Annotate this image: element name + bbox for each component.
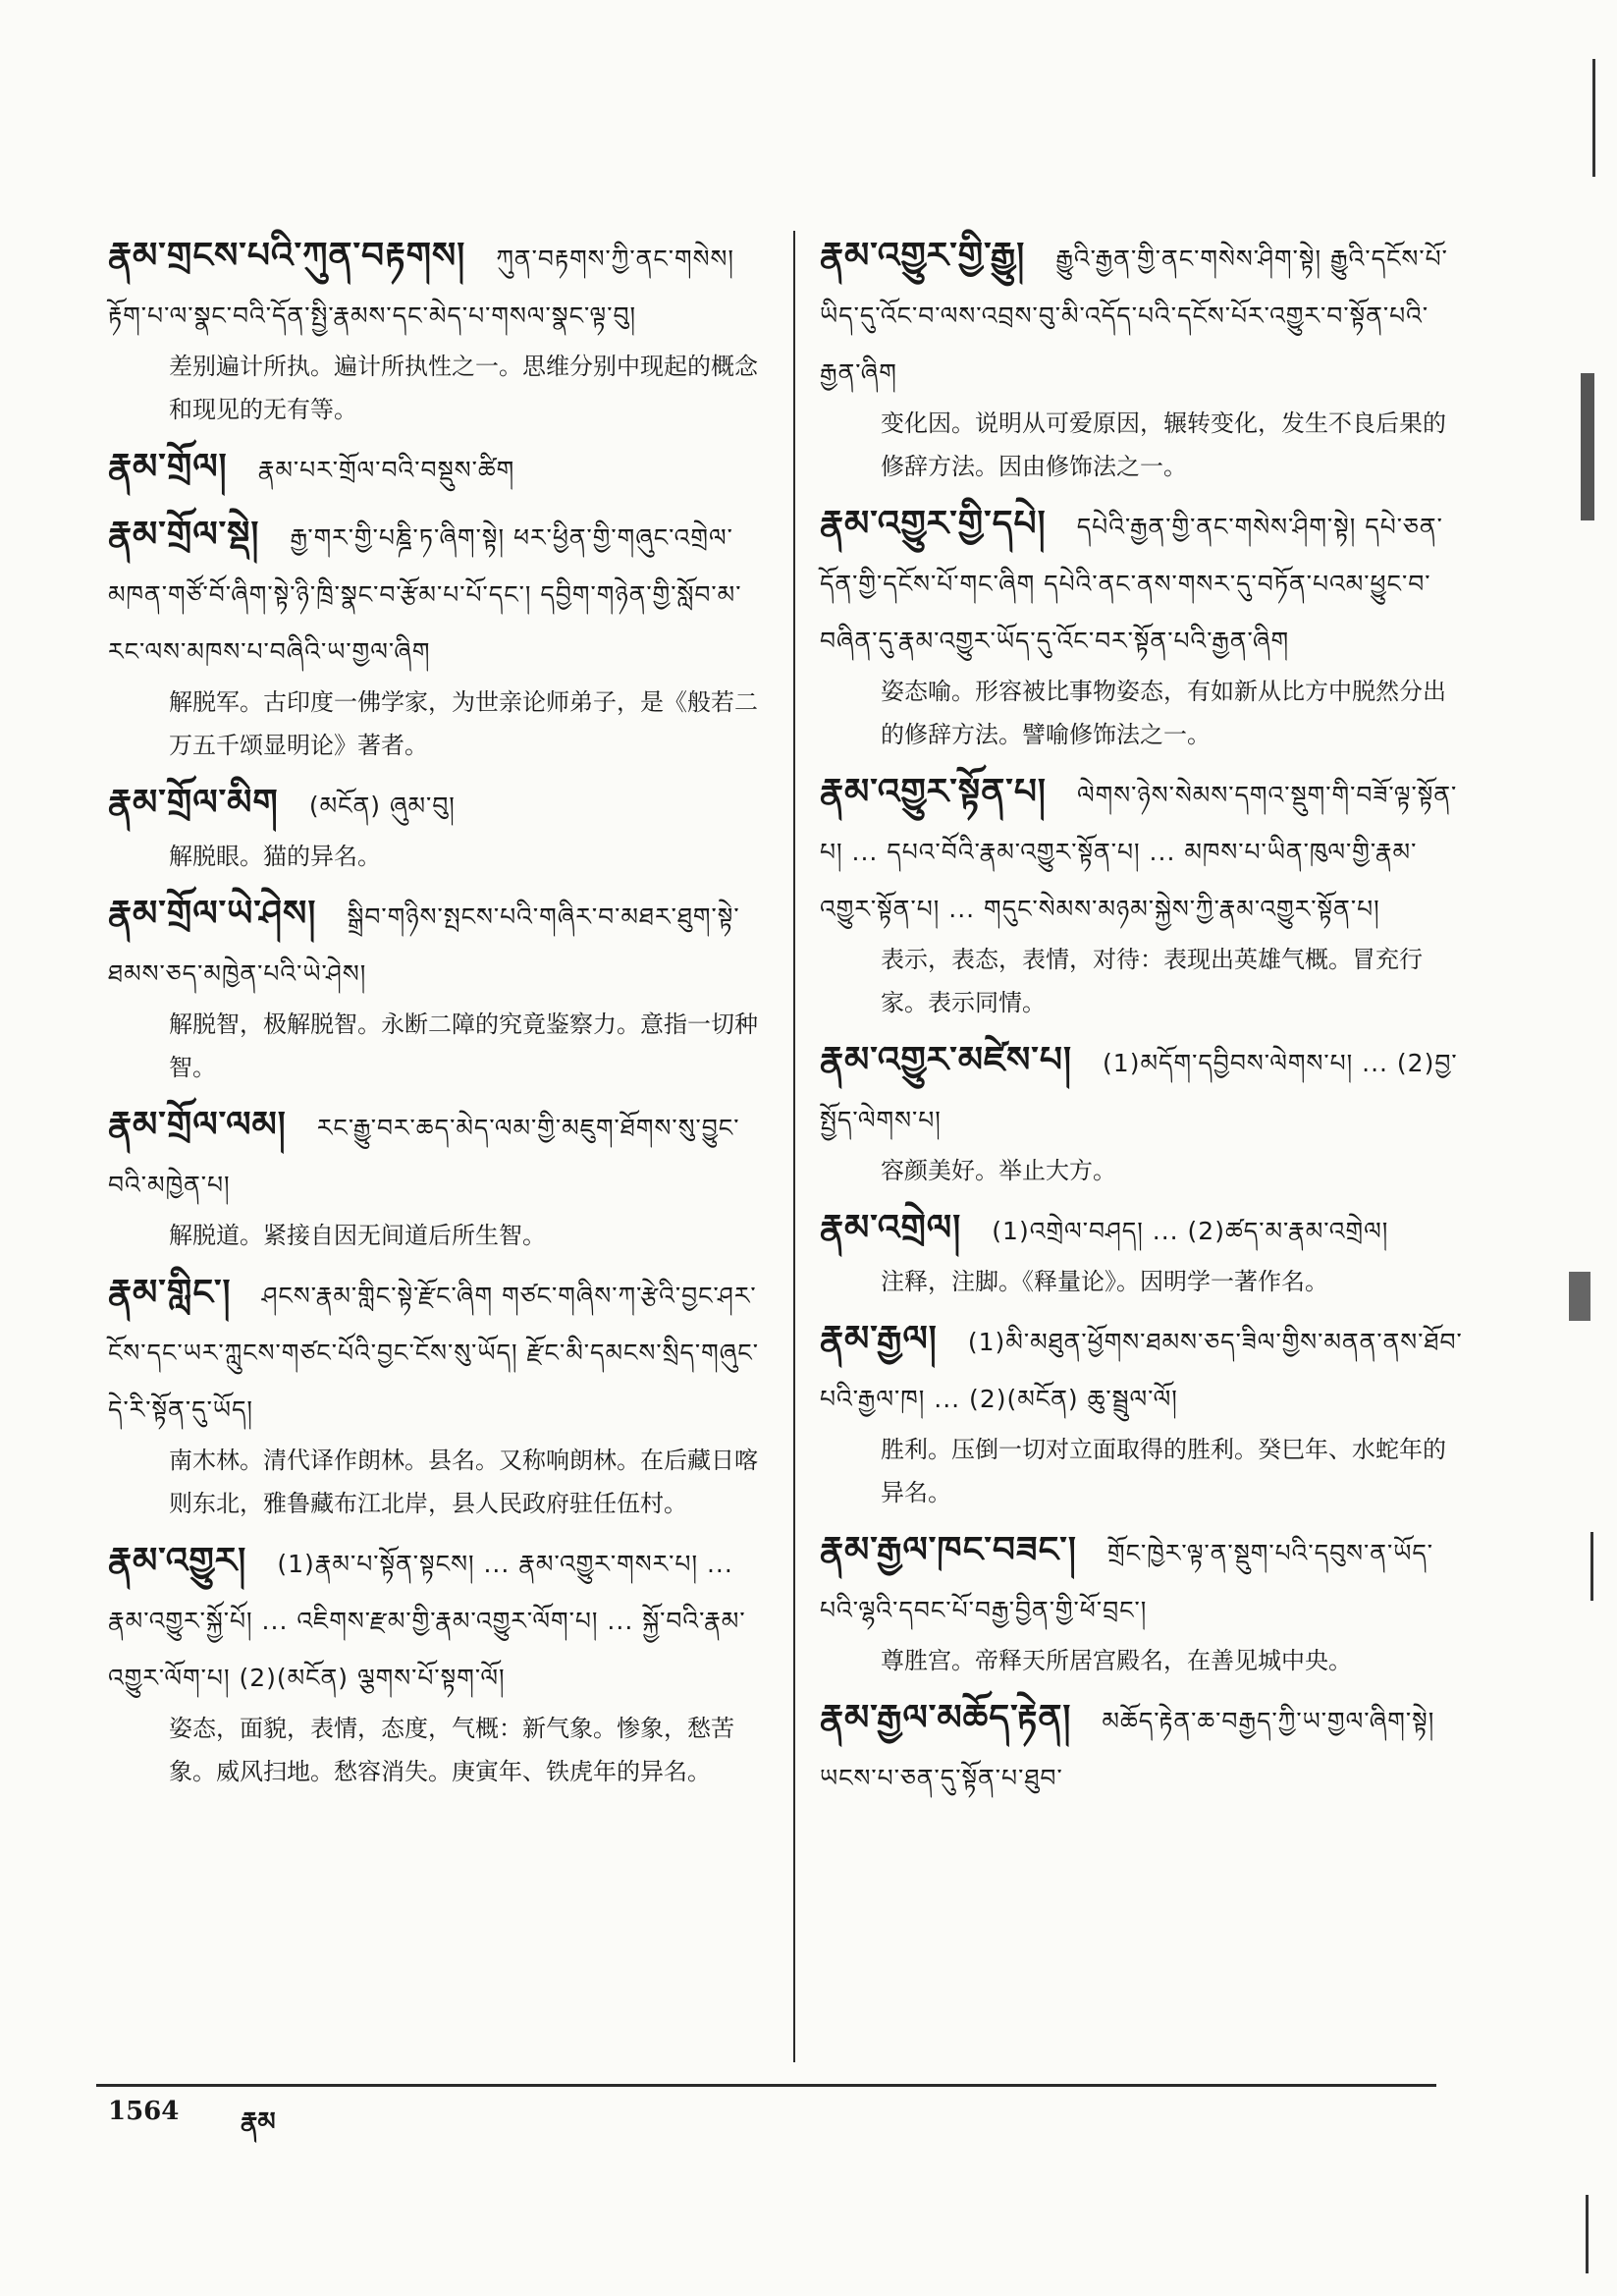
entry-tibetan-definition: ཀུན་བརྟགས་ཀྱི་ནང་གསེས། རྟོག་པ་ལ་སྣང་བའི་དོན་སྤྱི་རྣམས་དང་མེད་པ་གསལ་སྣང་ལྟ་བུ།: [108, 245, 734, 330]
dictionary-entry: [108, 439, 761, 499]
footer-rule: [96, 2084, 1436, 2087]
dictionary-entry: [820, 1032, 1468, 1192]
entry-chinese-gloss: 胜利。压倒一切对立面取得的胜利。癸巳年、水蛇年的异名。: [881, 1436, 1446, 1506]
left-column: [108, 228, 761, 1801]
dictionary-entry: [820, 1311, 1468, 1514]
entry-chinese-gloss: 姿态，面貌，表情，态度，气概：新气象。惨象，愁苦象。威风扫地。愁容消失。庚寅年、铁虎年的异名。: [169, 1715, 734, 1785]
entry-chinese-gloss: 解脱军。古印度一佛学家，为世亲论师弟子，是《般若二万五千颂显明论》著者。: [169, 688, 758, 759]
entry-headword: རྣམ་འགྲེལ།: [820, 1208, 962, 1248]
scan-edge-mark: [1590, 1532, 1593, 1601]
entry-tibetan-definition: རྣམ་པར་གྲོལ་བའི་བསྡུས་ཚིག: [257, 456, 515, 484]
dictionary-entry: [820, 496, 1468, 756]
column-divider: [793, 231, 795, 2062]
entry-headword: རྣམ་འགྱུར་གྱི་རྒྱུ།: [820, 236, 1026, 276]
dictionary-entry: [108, 775, 761, 878]
entry-chinese-gloss: 变化因。说明从可爱原因，辗转变化，发生不良后果的修辞方法。因由修饰法之一。: [881, 410, 1446, 480]
entry-headword: རྣམ་གྲོལ་མིག: [108, 783, 279, 823]
entry-chinese-gloss: 解脱道。紧接自因无间道后所生智。: [169, 1222, 546, 1249]
entry-tibetan-definition: ལེགས་ཉེས་སེམས་དགའ་སྡུག་གི་བཟོ་ལྟ་སྟོན་པ། ... དཔའ་བོའི་རྣམ་འགྱུར་སྟོན་པ། ... མཁས་པ་ཡིན་ཁུལ་གྱི་རྣམ་འགྱུར་སྟོན་པ། ... གདུང་སེམས་མཉམ་སྐྱེས་ཀྱི་རྣམ་འགྱུར་སྟོན་པ།: [820, 781, 1458, 923]
entry-tibetan-definition: (མངོན) ཞུམ་བུ།: [308, 792, 456, 820]
entry-tibetan-definition: (1)འགྲེལ་བཤད། ... (2)ཚད་མ་རྣམ་འགྲེལ།: [992, 1217, 1389, 1245]
entry-chinese-gloss: 差别遍计所执。遍计所执性之一。思维分别中现起的概念和现见的无有等。: [169, 353, 758, 423]
entry-headword: རྣམ་གྲོལ།: [108, 447, 228, 487]
entry-tibetan-definition: དཔེའི་རྒྱན་གྱི་ནང་གསེས་ཤིག་སྟེ། དཔེ་ཅན་དོན་གྱི་དངོས་པོ་གང་ཞིག དཔེའི་ནང་ནས་གསར་དུ་བཏོན་པའམ་ཕྱུང་བ་བཞིན་དུ་རྣམ་འགྱུར་ཡོད་དུ་འོང་བར་སྟོན་པའི་རྒྱན་ཞིག: [820, 513, 1443, 655]
entry-headword: རྣམ་གྲངས་པའི་ཀུན་བརྟགས།: [108, 236, 466, 276]
entry-tibetan-definition: རྒྱུའི་རྒྱན་གྱི་ནང་གསེས་ཤིག་སྟེ། རྒྱུའི་དངོས་པོ་ཡིད་དུ་འོང་བ་ལས་འབྲས་བུ་མི་འདོད་པའི་དངོས་པོར་འགྱུར་བ་སྟོན་པའི་རྒྱན་ཞིག: [820, 245, 1448, 387]
dictionary-entry: [108, 1533, 761, 1793]
dictionary-entry: [820, 228, 1468, 488]
entry-headword: རྣམ་གྲོལ་ལམ།: [108, 1105, 287, 1145]
entry-headword: རྣམ་འགྱུར།: [108, 1541, 247, 1581]
entry-tibetan-definition: རང་རྒྱུ་བར་ཆད་མེད་ལམ་གྱི་མཇུག་ཐོགས་སུ་བྱུང་བའི་མཁྱེན་པ།: [108, 1114, 740, 1199]
entry-headword: རྣམ་འགྱུར་གྱི་དཔེ།: [820, 504, 1047, 544]
entry-tibetan-definition: (1)རྣམ་པ་སྟོན་སྟངས། ... རྣམ་འགྱུར་གསར་པ། ... རྣམ་འགྱུར་སྐྱོ་པོ། ... འཇིགས་རྫམ་གྱི་རྣམ་འགྱུར་ལོག་པ། ... སྐྱོ་བའི་རྣམ་འགྱུར་ལོག་པ། (2)(མངོན) ལྕགས་པོ་སྟག་ལོ།: [108, 1550, 746, 1692]
entry-chinese-gloss: 尊胜宫。帝释天所居宫殿名，在善见城中央。: [881, 1647, 1352, 1674]
entry-chinese-gloss: 表示，表态，表情，对待：表现出英雄气概。冒充行家。表示同情。: [881, 946, 1423, 1016]
scan-edge-mark: [1581, 373, 1594, 520]
dictionary-entry: [108, 507, 761, 767]
entry-chinese-gloss: 注释，注脚。《释量论》。因明学一著作名。: [881, 1268, 1328, 1295]
entry-tibetan-definition: (1)མདོག་དབྱིབས་ལེགས་པ། ... (2)བྱ་སྤྱོད་ལེགས་པ།: [820, 1049, 1458, 1134]
running-footer-word: རྣམ: [241, 2107, 276, 2137]
entry-headword: རྣམ་རྒྱལ།: [820, 1319, 938, 1359]
entry-chinese-gloss: 解脱智，极解脱智。永断二障的究竟鉴察力。意指一切种智。: [169, 1011, 758, 1081]
entry-headword: རྣམ་རྒྱལ་མཆོད་རྟེན།: [820, 1698, 1072, 1738]
scan-edge-mark: [1592, 59, 1595, 177]
page-number: 1564: [108, 2097, 180, 2126]
dictionary-entry: [820, 1690, 1468, 1807]
entry-headword: རྣམ་འགྱུར་སྟོན་པ།: [820, 772, 1047, 812]
dictionary-entry: [820, 1200, 1468, 1303]
right-column: [820, 228, 1468, 1815]
entry-headword: རྣམ་རྒྱལ་ཁང་བཟང་།: [820, 1530, 1077, 1570]
entry-chinese-gloss: 容颜美好。举止大方。: [881, 1157, 1116, 1184]
entry-tibetan-definition: ཤངས་རྣམ་གླིང་སྟེ་རྫོང་ཞིག གཙང་གཞིས་ཀ་རྩེའི་བྱང་ཤར་ངོས་དང་ཡར་ཀླུངས་གཙང་པོའི་བྱང་ངོས་སུ་ཡོད། རྫོང་མི་དམངས་སྲིད་གཞུང་དེ་རི་སྟོན་དུ་ཡོད།: [108, 1282, 759, 1424]
dictionary-entry: [820, 1522, 1468, 1682]
dictionary-entry: [108, 228, 761, 431]
scan-edge-mark: [1569, 1272, 1590, 1321]
entry-headword: རྣམ་གྲོལ་ཡེ་ཤེས།: [108, 894, 317, 934]
entry-headword: རྣམ་འགྱུར་མཛེས་པ།: [820, 1040, 1072, 1080]
entry-tibetan-definition: (1)མི་མཐུན་ཕྱོགས་ཐམས་ཅད་ཟིལ་གྱིས་མནན་ནས་ཐོབ་པའི་རྒྱལ་ཁ། ... (2)(མངོན) ཆུ་སྦྲུལ་ལོ།: [820, 1328, 1463, 1413]
entry-tibetan-definition: རྒྱ་གར་གྱི་པཎྜི་ཏ་ཞིག་སྟེ། ཕར་ཕྱིན་གྱི་གཞུང་འགྲེལ་མཁན་གཙོ་བོ་ཞིག་སྟེ་ཉི་ཁྲི་སྣང་བ་རྩོམ་པ་པོ་དང་། དབྱིག་གཉེན་གྱི་སློབ་མ་རང་ལས་མཁས་པ་བཞིའི་ཡ་གྱལ་ཞིག: [108, 523, 742, 666]
scan-edge-mark: [1586, 2195, 1589, 2273]
dictionary-entry: [108, 886, 761, 1089]
entry-chinese-gloss: 南木林。清代译作朗林。县名。又称响朗林。在后藏日喀则东北，雅鲁藏布江北岸，县人民政府驻任伍村。: [169, 1447, 758, 1517]
dictionary-entry: [820, 764, 1468, 1024]
entry-tibetan-definition: སྒྲིབ་གཉིས་སྤངས་པའི་གཞིར་བ་མཐར་ཐུག་སྟེ་ཐམས་ཅད་མཁྱེན་པའི་ཡེ་ཤེས།: [108, 902, 740, 988]
dictionary-entry: [108, 1097, 761, 1257]
entry-tibetan-definition: མཆོད་རྟེན་ཆ་བརྒྱད་ཀྱི་ཡ་གྱལ་ཞིག་སྟེ། ཡངས་པ་ཅན་དུ་སྟོན་པ་ཐུབ་: [820, 1707, 1435, 1792]
entry-tibetan-definition: གྲོང་ཁྱེར་ལྟ་ན་སྡུག་པའི་དབུས་ན་ཡོད་པའི་ལྷའི་དབང་པོ་བརྒྱ་བྱིན་གྱི་ཕོ་བྲང་།: [820, 1539, 1434, 1624]
entry-headword: རྣམ་གླིང་།: [108, 1273, 232, 1313]
entry-chinese-gloss: 解脱眼。猫的异名。: [169, 843, 381, 870]
entry-chinese-gloss: 姿态喻。形容被比事物姿态，有如新从比方中脱然分出的修辞方法。譬喻修饰法之一。: [881, 678, 1446, 748]
dictionary-entry: [108, 1265, 761, 1525]
entry-headword: རྣམ་གྲོལ་སྡེ།: [108, 515, 260, 555]
